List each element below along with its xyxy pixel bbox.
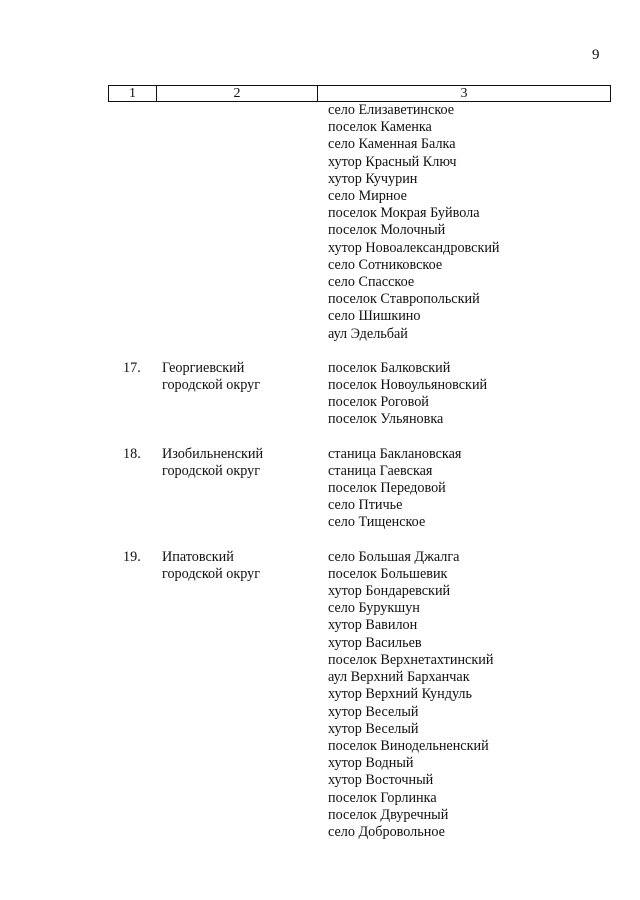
settlement-item: хутор Вавилон	[328, 617, 418, 634]
district-number: 18.	[123, 445, 141, 462]
header-col-1: 1	[109, 86, 157, 101]
district-name-line: городской округ	[162, 462, 261, 479]
district-name	[162, 360, 312, 394]
settlement-item: село Большая Джалга	[328, 548, 460, 565]
settlement-item: поселок Верхнетахтинский	[328, 651, 494, 668]
district-name	[162, 446, 312, 480]
settlement-list	[0, 549, 640, 841]
settlement-item: село Добровольное	[328, 823, 445, 840]
settlement-item: село Спасское	[328, 274, 415, 291]
settlement-item: поселок Ульяновка	[328, 411, 444, 428]
settlement-item: хутор Водный	[328, 755, 414, 772]
settlement-item: хутор Веселый	[328, 703, 419, 720]
settlement-item: село Тищенское	[328, 514, 426, 531]
settlement-item: хутор Новоалександровский	[328, 239, 500, 256]
settlement-item: поселок Большевик	[328, 565, 448, 582]
settlement-item: аул Эдельбай	[328, 325, 408, 342]
settlement-item: поселок Винодельненский	[328, 737, 489, 754]
district-name-line: Ипатовский	[162, 548, 234, 565]
page-number: 9	[592, 47, 600, 63]
settlement-item: поселок Новоульяновский	[328, 377, 488, 394]
settlement-item: село Каменная Балка	[328, 136, 456, 153]
settlement-item: поселок Двуречный	[328, 806, 449, 823]
settlement-item: хутор Красный Ключ	[328, 153, 457, 170]
district-row	[0, 360, 640, 429]
settlement-item: село Елизаветинское	[328, 102, 455, 118]
document-body	[0, 102, 640, 841]
district-name-line: городской округ	[162, 377, 261, 394]
settlement-item: хутор Восточный	[328, 772, 434, 789]
settlement-item: хутор Кучурин	[328, 170, 418, 187]
settlement-item: село Шишкино	[328, 308, 421, 325]
settlement-item: хутор Бондаревский	[328, 583, 451, 600]
settlement-item: станица Баклановская	[328, 445, 462, 462]
district-name-line: Георгиевский	[162, 359, 245, 376]
settlement-item: хутор Верхний Кундуль	[328, 686, 472, 703]
district-number: 17.	[123, 359, 141, 376]
settlement-item: село Птичье	[328, 497, 403, 514]
continued-settlement-list	[0, 102, 640, 343]
district-name-line: Изобильненский	[162, 445, 264, 462]
settlement-item: аул Верхний Барханчак	[328, 669, 470, 686]
settlement-list	[0, 360, 640, 429]
settlement-list	[0, 446, 640, 532]
district-name	[162, 549, 312, 583]
settlement-item: хутор Веселый	[328, 720, 419, 737]
district-name-line: городской округ	[162, 565, 261, 582]
settlement-item: поселок Передовой	[328, 480, 446, 497]
settlement-item: поселок Мокрая Буйвола	[328, 205, 480, 222]
district-row	[0, 446, 640, 532]
header-col-2: 2	[157, 86, 318, 101]
settlement-item: хутор Васильев	[328, 634, 422, 651]
settlement-item: село Сотниковское	[328, 256, 443, 273]
settlement-item: поселок Каменка	[328, 119, 432, 136]
header-col-3: 3	[460, 86, 468, 101]
settlement-item: станица Гаевская	[328, 462, 433, 479]
district-row	[0, 549, 640, 841]
district-number: 19.	[123, 548, 141, 565]
settlement-item: поселок Молочный	[328, 222, 446, 239]
settlement-item: поселок Балковский	[328, 359, 451, 376]
settlement-item: поселок Горлинка	[328, 789, 437, 806]
settlement-item: поселок Ставропольский	[328, 291, 480, 308]
settlement-item: село Бурукшун	[328, 600, 420, 617]
settlement-item: поселок Роговой	[328, 394, 429, 411]
district-list	[0, 360, 640, 841]
table-header	[108, 85, 611, 102]
settlement-item: село Мирное	[328, 188, 407, 205]
